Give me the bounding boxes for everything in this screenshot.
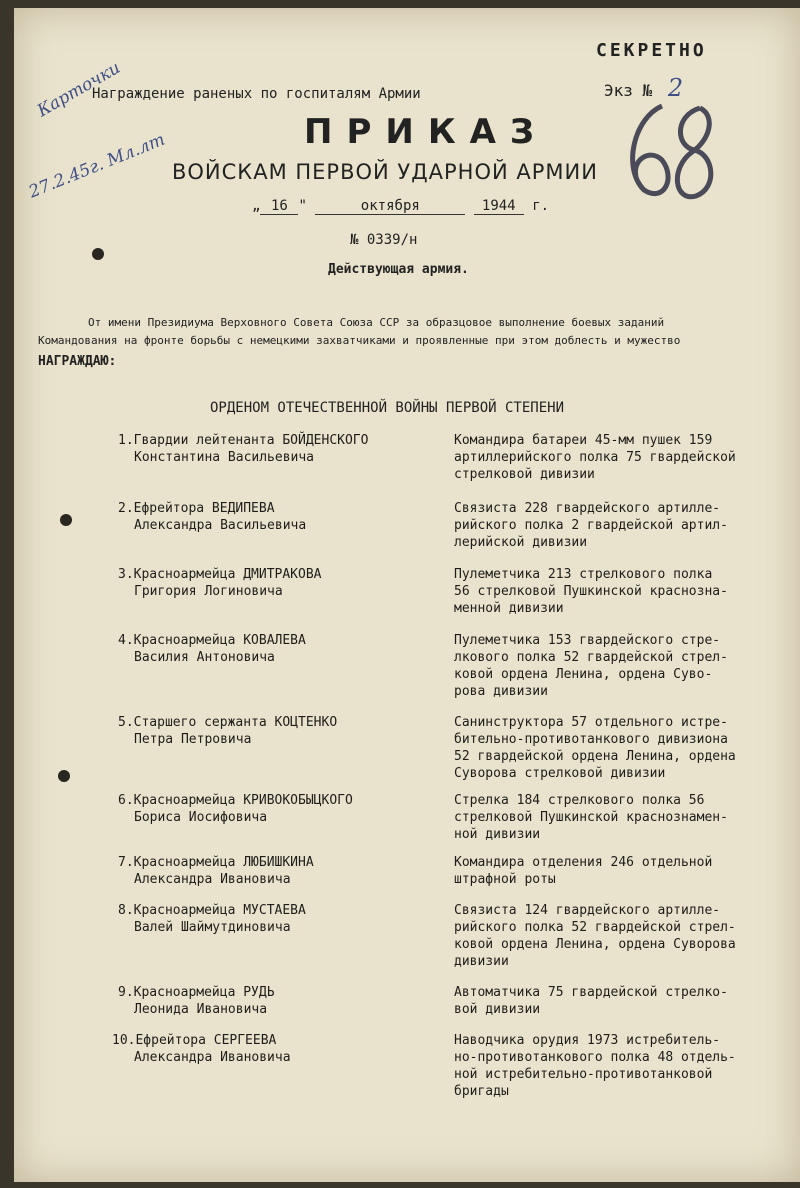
- document-page: [14, 8, 800, 1182]
- punch-hole: [60, 514, 72, 526]
- awardee-4-unit: Пулеметчика 153 гвардейского стре- лкового полка 52 гвардейской стрел- ковой ордена Ленина, ордена Суво- рова дивизии: [454, 633, 728, 699]
- awardee-1-unit: Командира батареи 45-мм пушек 159 артиллерийского полка 75 гвардейской стрелковой дивизии: [454, 433, 736, 482]
- copy-number: 2: [667, 74, 684, 102]
- awardee-3-name: 3.Красноармейца ДМИТРАКОВА Григория Логиновича: [118, 567, 322, 599]
- secret-label: СЕКРЕТНО: [596, 40, 707, 61]
- punch-hole: [92, 248, 104, 260]
- awardee-2-name: 2.Ефрейтора ВЕДИПЕВА Александра Васильевича: [118, 501, 307, 533]
- awardee-4-name: 4.Красноармейца КОВАЛЕВА Василия Антоновича: [118, 633, 306, 665]
- awardee-10-unit: Наводчика орудия 1973 истребитель- но-противотанкового полка 48 отдель- ной истребительно-противотанковой бригады: [454, 1033, 736, 1099]
- document-subtitle: ВОЙСКАМ ПЕРВОЙ УДАРНОЙ АРМИИ: [172, 160, 598, 184]
- date-day: 16: [260, 198, 298, 215]
- awardee-2-unit: Связиста 228 гвардейского артилле- рийского полка 2 гвардейской артил- лерийской дивизии: [454, 501, 728, 550]
- preamble-line-2: Командования на фронте борьбы с немецкими захватчиками и проявленные при этом доблесть и мужество: [38, 334, 681, 347]
- awardee-6-unit: Стрелка 184 стрелкового полка 56 стрелковой Пушкинской краснознамен- ной дивизии: [454, 793, 728, 842]
- awardee-5-name: 5.Старшего сержанта КОЦТЕНКО Петра Петровича: [118, 715, 338, 747]
- document-title: ПРИКАЗ: [304, 112, 549, 152]
- order-number: № 0339/н: [350, 232, 418, 248]
- awardee-9-unit: Автоматчика 75 гвардейской стрелко- вой дивизии: [454, 985, 728, 1017]
- awardee-7-name: 7.Красноармейца ЛЮБИШКИНА Александра Ивановича: [118, 855, 314, 887]
- handwritten-note-date: 27.2.45г. Мл.лт: [26, 129, 168, 203]
- preamble-line-1: От имени Президиума Верховного Совета Союза ССР за образцовое выполнение боевых заданий: [88, 316, 665, 329]
- date-month: октября: [315, 198, 465, 215]
- awardee-8-unit: Связиста 124 гвардейского артилле- рийского полка 52 гвардейской стрел- ковой ордена Ленина, ордена Суворова дивизии: [454, 903, 736, 969]
- awardee-8-name: 8.Красноармейца МУСТАЕВА Валей Шаймутдиновича: [118, 903, 306, 935]
- awardee-3-unit: Пулеметчика 213 стрелкового полка 56 стрелковой Пушкинской краснозна- менной дивизии: [454, 567, 728, 616]
- awardee-7-unit: Командира отделения 246 отдельной штрафной роты: [454, 855, 713, 887]
- handwritten-number-68: [614, 98, 724, 208]
- awardee-9-name: 9.Красноармейца РУДЬ Леонида Ивановича: [118, 985, 275, 1017]
- preamble-line-3: НАГРАЖДАЮ:: [38, 354, 117, 369]
- copy-label-text: Экз №: [604, 81, 653, 100]
- awardee-10-name: 10.Ефрейтора СЕРГЕЕВА Александра Ивановича: [112, 1033, 291, 1065]
- place-line: Действующая армия.: [328, 262, 469, 277]
- handwritten-note-cards: Карточки: [34, 57, 124, 122]
- date-year: 1944: [474, 198, 524, 215]
- awardee-1-name: 1.Гвардии лейтенанта БОЙДЕНСКОГО Константина Васильевича: [118, 433, 369, 465]
- award-heading: ОРДЕНОМ ОТЕЧЕСТВЕННОЙ ВОЙНЫ ПЕРВОЙ СТЕПЕНИ: [210, 400, 565, 416]
- awardee-6-name: 6.Красноармейца КРИВОКОБЫЦКОГО Бориса Иосифовича: [118, 793, 353, 825]
- document-date: „ 16 " октября 1944 г.: [252, 198, 550, 214]
- date-suffix: г.: [532, 198, 550, 214]
- punch-hole: [58, 770, 70, 782]
- order-topic: Награждение раненых по госпиталям Армии: [92, 86, 421, 102]
- awardee-5-unit: Санинструктора 57 отдельного истре- бительно-противотанкового дивизиона 52 гвардейской ордена Ленина, ордена Суворова стрелковой дивизии: [454, 715, 736, 781]
